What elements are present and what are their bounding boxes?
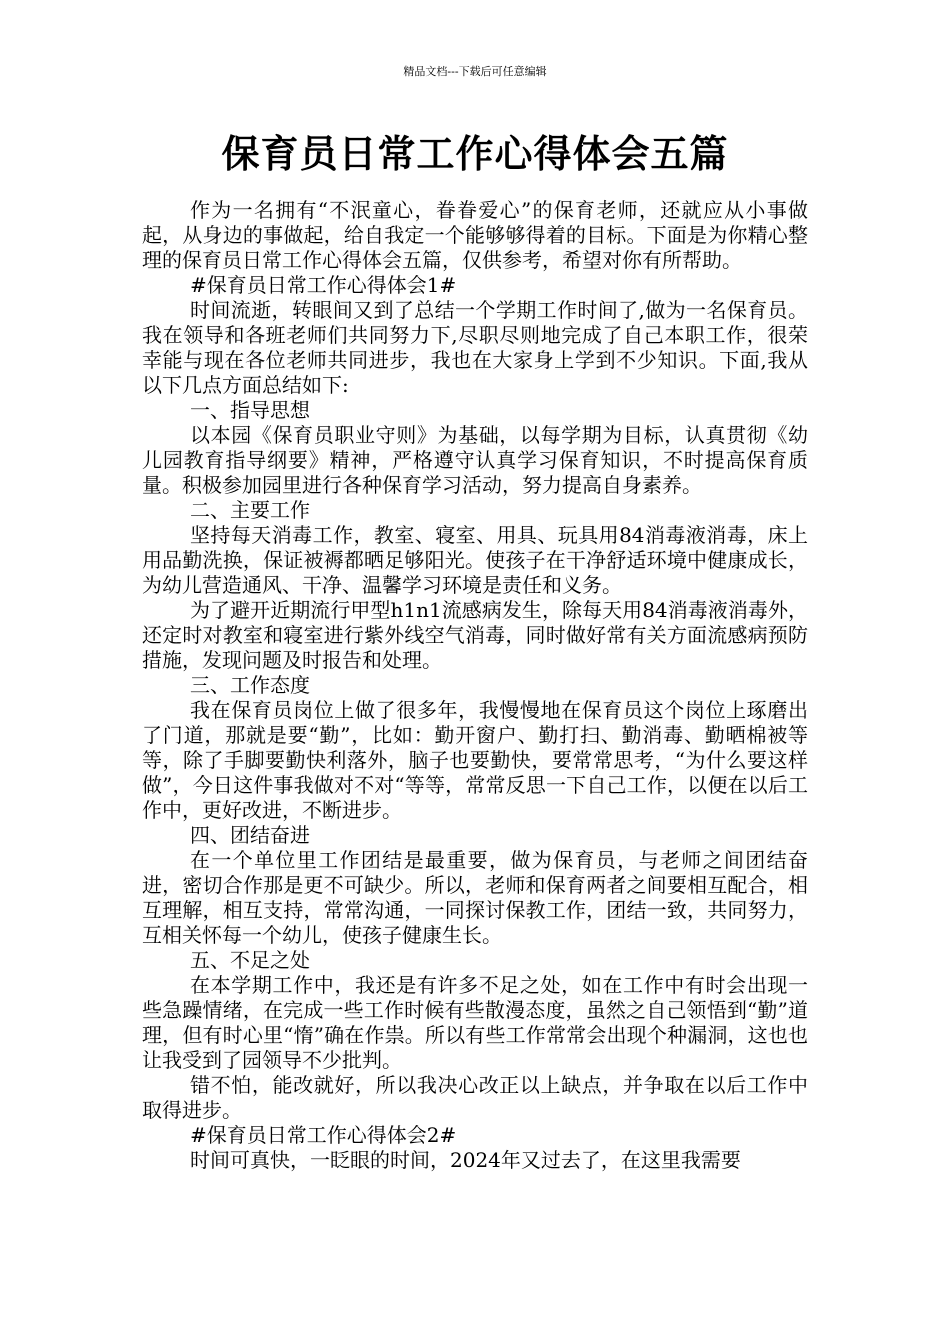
subheading-main-work: 二、主要工作	[190, 498, 310, 522]
subheading-guiding-thought: 一、指导思想	[190, 398, 310, 422]
body-paragraph: 以本园《保育员职业守则》为基础，以每学期为目标，认真贯彻《幼儿园教育指导纲要》精神，严格遵守认真学习保育知识，不时提高保育质量。积极参加园里进行各种保育学习活动，努力提高自身素养。	[142, 423, 808, 497]
document-body	[142, 198, 808, 1173]
subheading-unity: 四、团结奋进	[190, 823, 310, 847]
header-note: 精品文档---下载后可任意编辑	[403, 65, 547, 78]
section-heading-1: #保育员日常工作心得体会1#	[190, 273, 457, 297]
body-paragraph: 为了避开近期流行甲型h1n1流感病发生，除每天用84消毒液消毒外，还定时对教室和寝室进行紫外线空气消毒，同时做好常有关方面流感病预防措施，发现问题及时报告和处理。	[142, 598, 808, 672]
subheading-shortcomings: 五、不足之处	[190, 948, 310, 972]
body-paragraph: 我在保育员岗位上做了很多年，我慢慢地在保育员这个岗位上琢磨出了门道，那就是要“勤”，比如：勤开窗户、勤打扫、勤消毒、勤晒棉被等等，除了手脚要勤快利落外，脑子也要勤快，要常常思考，“为什么要这样做”，今日这件事我做对不对“等等，常常反思一下自己工作，以便在以后工作中，更好改进，不断进步。	[142, 698, 808, 822]
document-title: 保育员日常工作心得体会五篇	[221, 131, 729, 176]
body-paragraph: 在本学期工作中，我还是有许多不足之处，如在工作中有时会出现一些急躁情绪，在完成一些工作时候有些散漫态度，虽然之自己领悟到“勤”道理，但有时心里“惰”确在作祟。所以有些工作常常会出现个种漏洞，这也也让我受到了园领导不少批判。	[142, 973, 808, 1072]
body-paragraph: 坚持每天消毒工作，教室、寝室、用具、玩具用84消毒液消毒，床上用品勤洗换，保证被褥都晒足够阳光。使孩子在干净舒适环境中健康成长，为幼儿营造通风、干净、温馨学习环境是责任和义务。	[142, 523, 808, 597]
body-paragraph: 在一个单位里工作团结是最重要，做为保育员，与老师之间团结奋进，密切合作那是更不可缺少。所以，老师和保育两者之间要相互配合，相互理解，相互支持，常常沟通，一同探讨保教工作，团结一致，共同努力，互相关怀每一个幼儿，使孩子健康生长。	[142, 848, 808, 947]
section-heading-2: #保育员日常工作心得体会2#	[190, 1123, 457, 1147]
body-paragraph: 错不怕，能改就好，所以我决心改正以上缺点，并争取在以后工作中取得进步。	[142, 1073, 808, 1122]
subheading-work-attitude: 三、工作态度	[190, 673, 310, 697]
body-paragraph: 时间可真快，一眨眼的时间，2024年又过去了，在这里我需要	[190, 1148, 741, 1172]
body-paragraph: 时间流逝，转眼间又到了总结一个学期工作时间了,做为一名保育员。我在领导和各班老师们共同努力下,尽职尽则地完成了自己本职工作，很荣幸能与现在各位老师共同进步，我也在大家身上学到不少知识。下面,我从以下几点方面总结如下:	[142, 298, 808, 397]
intro-paragraph: 作为一名拥有“不泯童心，眷眷爱心”的保育老师，还就应从小事做起，从身边的事做起，给自我定一个能够够得着的目标。下面是为你精心整理的保育员日常工作心得体会五篇，仅供参考，希望对你有所帮助。	[142, 198, 808, 272]
